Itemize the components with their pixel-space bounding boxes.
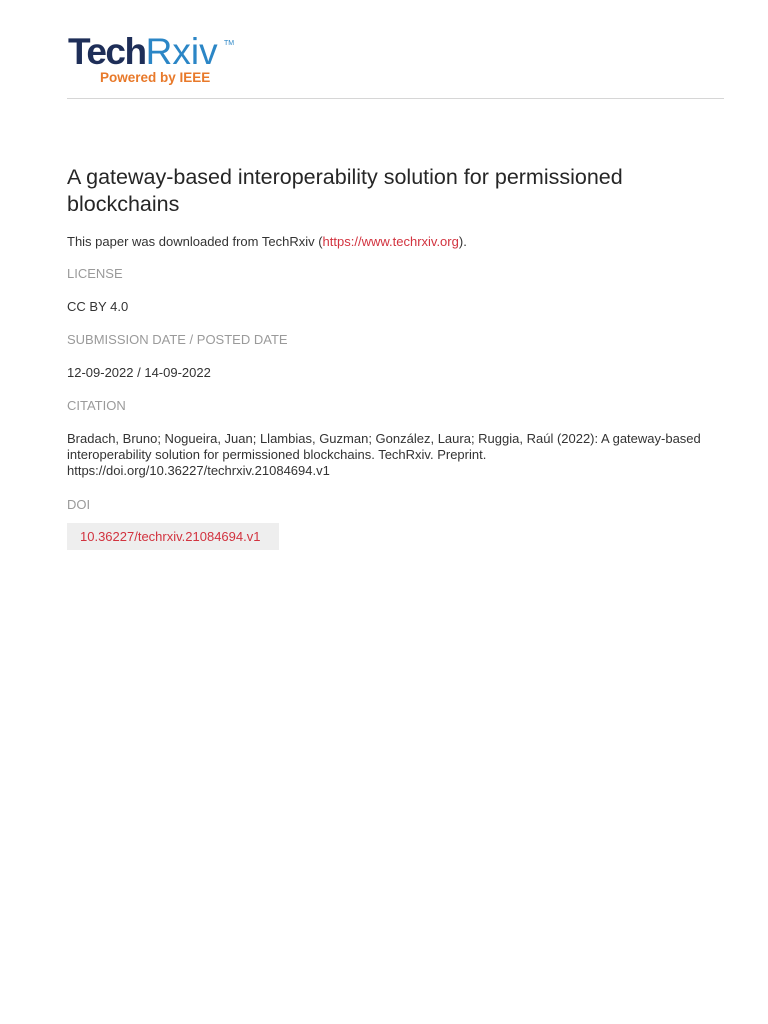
paper-title: A gateway-based interoperability solution for permissioned blockchains [67, 165, 623, 216]
citation-label: CITATION [67, 398, 126, 413]
techrxiv-link[interactable]: https://www.techrxiv.org [322, 234, 459, 249]
logo-wordmark [68, 32, 218, 72]
logo-tagline: Powered by IEEE [100, 70, 211, 85]
techrxiv-logo [68, 32, 238, 88]
doi-box [67, 523, 279, 550]
logo-rxiv-text: Rxiv [145, 31, 218, 72]
license-link[interactable]: CC BY 4.0 [67, 299, 129, 314]
license-label: LICENSE [67, 266, 123, 281]
doi-link[interactable]: 10.36227/techrxiv.21084694.v1 [80, 529, 261, 544]
header-divider [67, 98, 724, 99]
dates-value: 12-09-2022 / 14-09-2022 [67, 365, 211, 380]
download-notice [67, 234, 467, 250]
citation-text: Bradach, Bruno; Nogueira, Juan; Llambias, Guzman; González, Laura; Ruggia, Raúl (2022): A gateway-based interoperability solution for permissioned blockchains. TechRxiv. Preprint. https://doi.org/10.36227/techrxiv.21084694.v1 [67, 431, 701, 478]
doi-label: DOI [67, 497, 91, 512]
download-notice-prefix: This paper was downloaded from TechRxiv ( [67, 234, 323, 249]
trademark-symbol: TM [224, 40, 235, 47]
download-notice-suffix: ). [458, 234, 467, 249]
dates-label: SUBMISSION DATE / POSTED DATE [67, 332, 288, 347]
logo-tech-text: Tech [68, 31, 146, 72]
